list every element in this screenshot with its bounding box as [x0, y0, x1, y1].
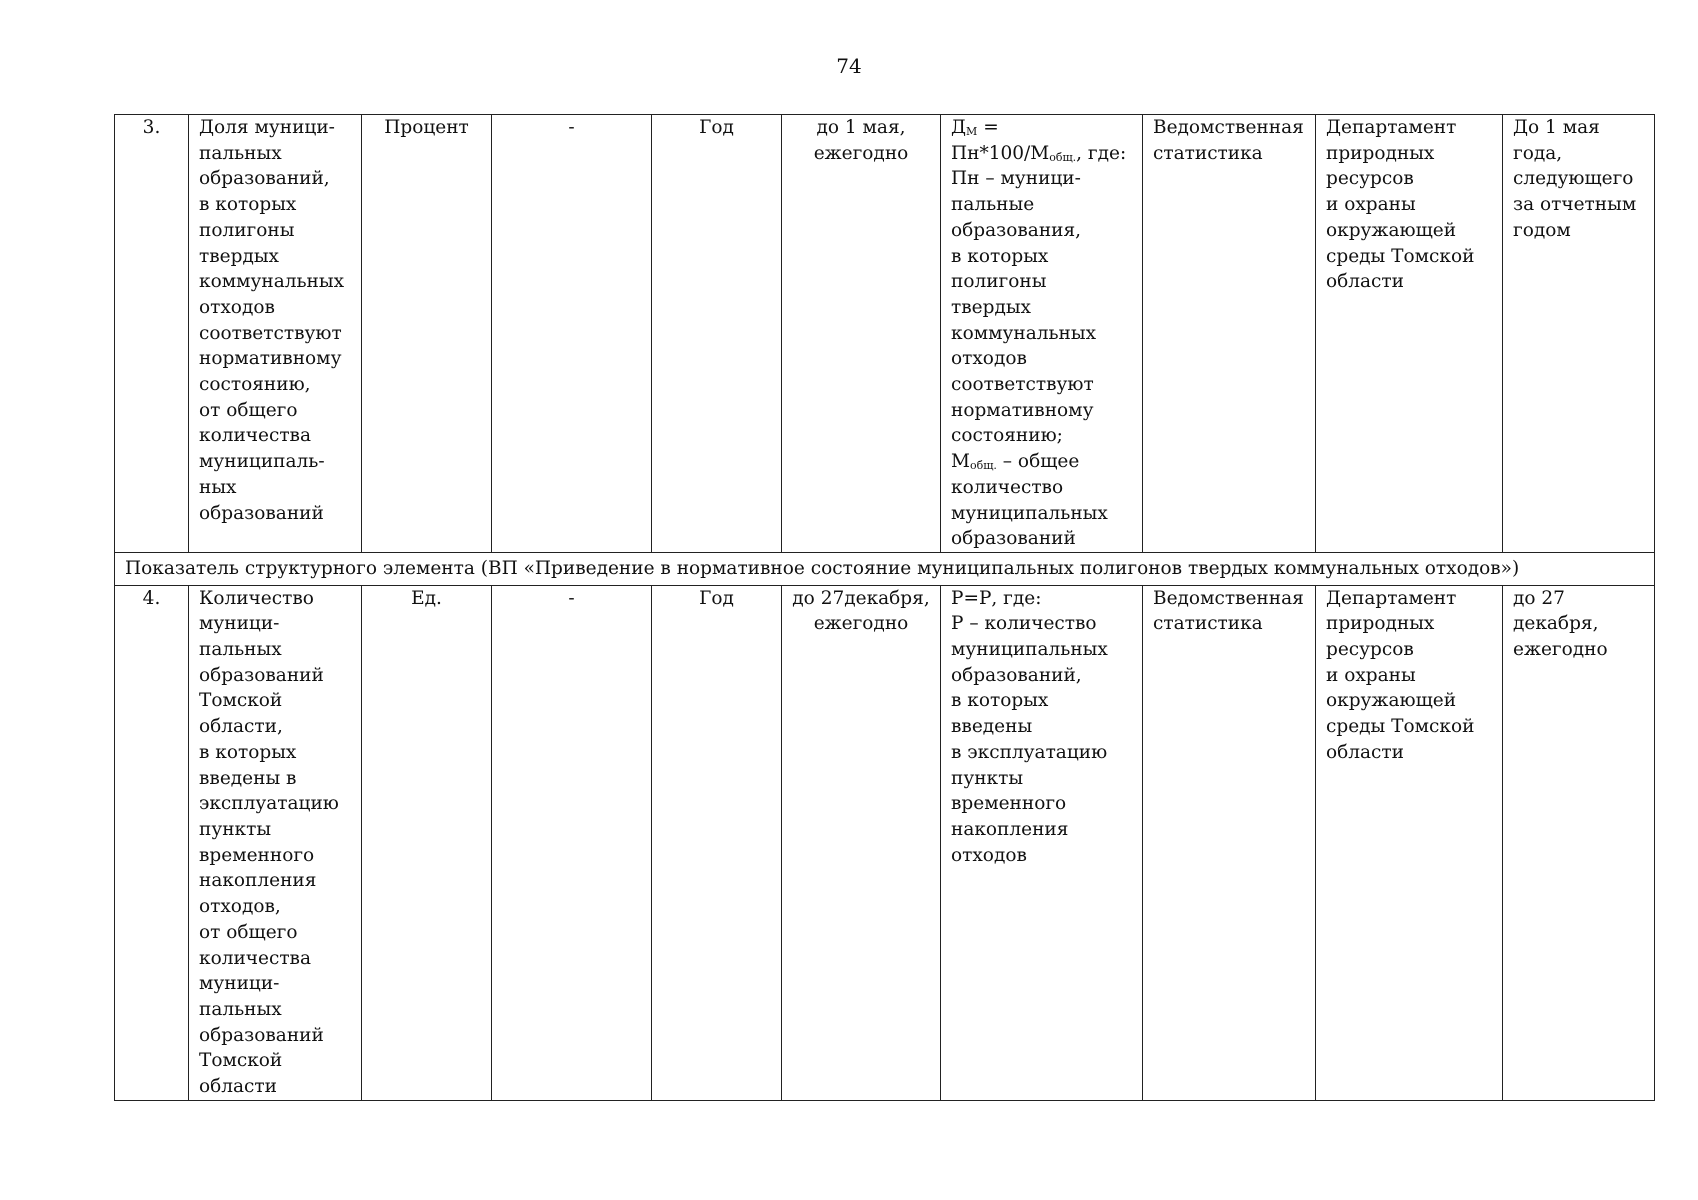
due-date: До 1 мая года, следующего за отчетным годом	[1503, 115, 1655, 553]
page-number: 74	[836, 54, 862, 78]
calculation-formula	[941, 115, 1143, 553]
formula-eq: =	[977, 117, 999, 138]
formula-expr-sub: общ.	[1049, 150, 1077, 164]
periodicity: Год	[652, 115, 782, 553]
table-row-3	[115, 115, 1655, 553]
data-source: Ведомственная статистика	[1143, 115, 1316, 553]
indicators-table	[114, 114, 1655, 1101]
formula-m-desc: – общее количество муниципальных образований	[951, 451, 1108, 550]
formula-line-2	[951, 141, 1132, 167]
formula-expr: Пн*100/М	[951, 142, 1050, 164]
unit-of-measure: Ед.	[362, 585, 492, 1100]
responsible-body: Департамент природных ресурсов и охраны окружающей среды Томской области	[1316, 115, 1503, 553]
responsible-body: Департамент природных ресурсов и охраны окружающей среды Томской области	[1316, 585, 1503, 1100]
section-header: Показатель структурного элемента (ВП «Приведение в нормативное состояние муниципальных полигонов твердых коммунальных отходов»)	[115, 552, 1655, 585]
indicator-name: Доля муници- пальных образований, в которых полигоны твердых коммунальных отходов соответствуют нормативному состоянию, от общего количества муниципаль- ных образований	[189, 115, 362, 553]
formula-lhs: Д	[951, 117, 967, 138]
table-row-4	[115, 585, 1655, 1100]
formula-desc-1: Пн – муници- пальные образования, в которых полигоны твердых коммунальных отходов соответствуют нормативному состоянию;	[951, 168, 1097, 447]
section-header-row	[115, 552, 1655, 585]
dash-cell: -	[492, 115, 652, 553]
row-number: 4.	[115, 585, 189, 1100]
due-date: до 27 декабря, ежегодно	[1503, 585, 1655, 1100]
formula-m-symbol: М	[951, 451, 970, 473]
dash-cell: -	[492, 585, 652, 1100]
row-number: 3.	[115, 115, 189, 553]
formula-line-1	[951, 115, 1132, 141]
formula-lhs-sub: М	[966, 125, 978, 138]
formula-m-sub: общ.	[969, 459, 997, 473]
data-source: Ведомственная статистика	[1143, 585, 1316, 1100]
formula-desc-2	[951, 449, 1132, 552]
deadline: до 27декабря, ежегодно	[782, 585, 941, 1100]
calculation-formula: Р=Р, где: Р – количество муниципальных образований, в которых введены в эксплуатацию пункты временного накопления отходов	[941, 585, 1143, 1100]
formula-where: , где:	[1076, 142, 1127, 164]
deadline: до 1 мая, ежегодно	[782, 115, 941, 553]
indicator-name: Количество муници- пальных образований Томской области, в которых введены в эксплуатацию пункты временного накопления отходов, от общего количества муници- пальных образований Томской области	[189, 585, 362, 1100]
unit-of-measure: Процент	[362, 115, 492, 553]
periodicity: Год	[652, 585, 782, 1100]
